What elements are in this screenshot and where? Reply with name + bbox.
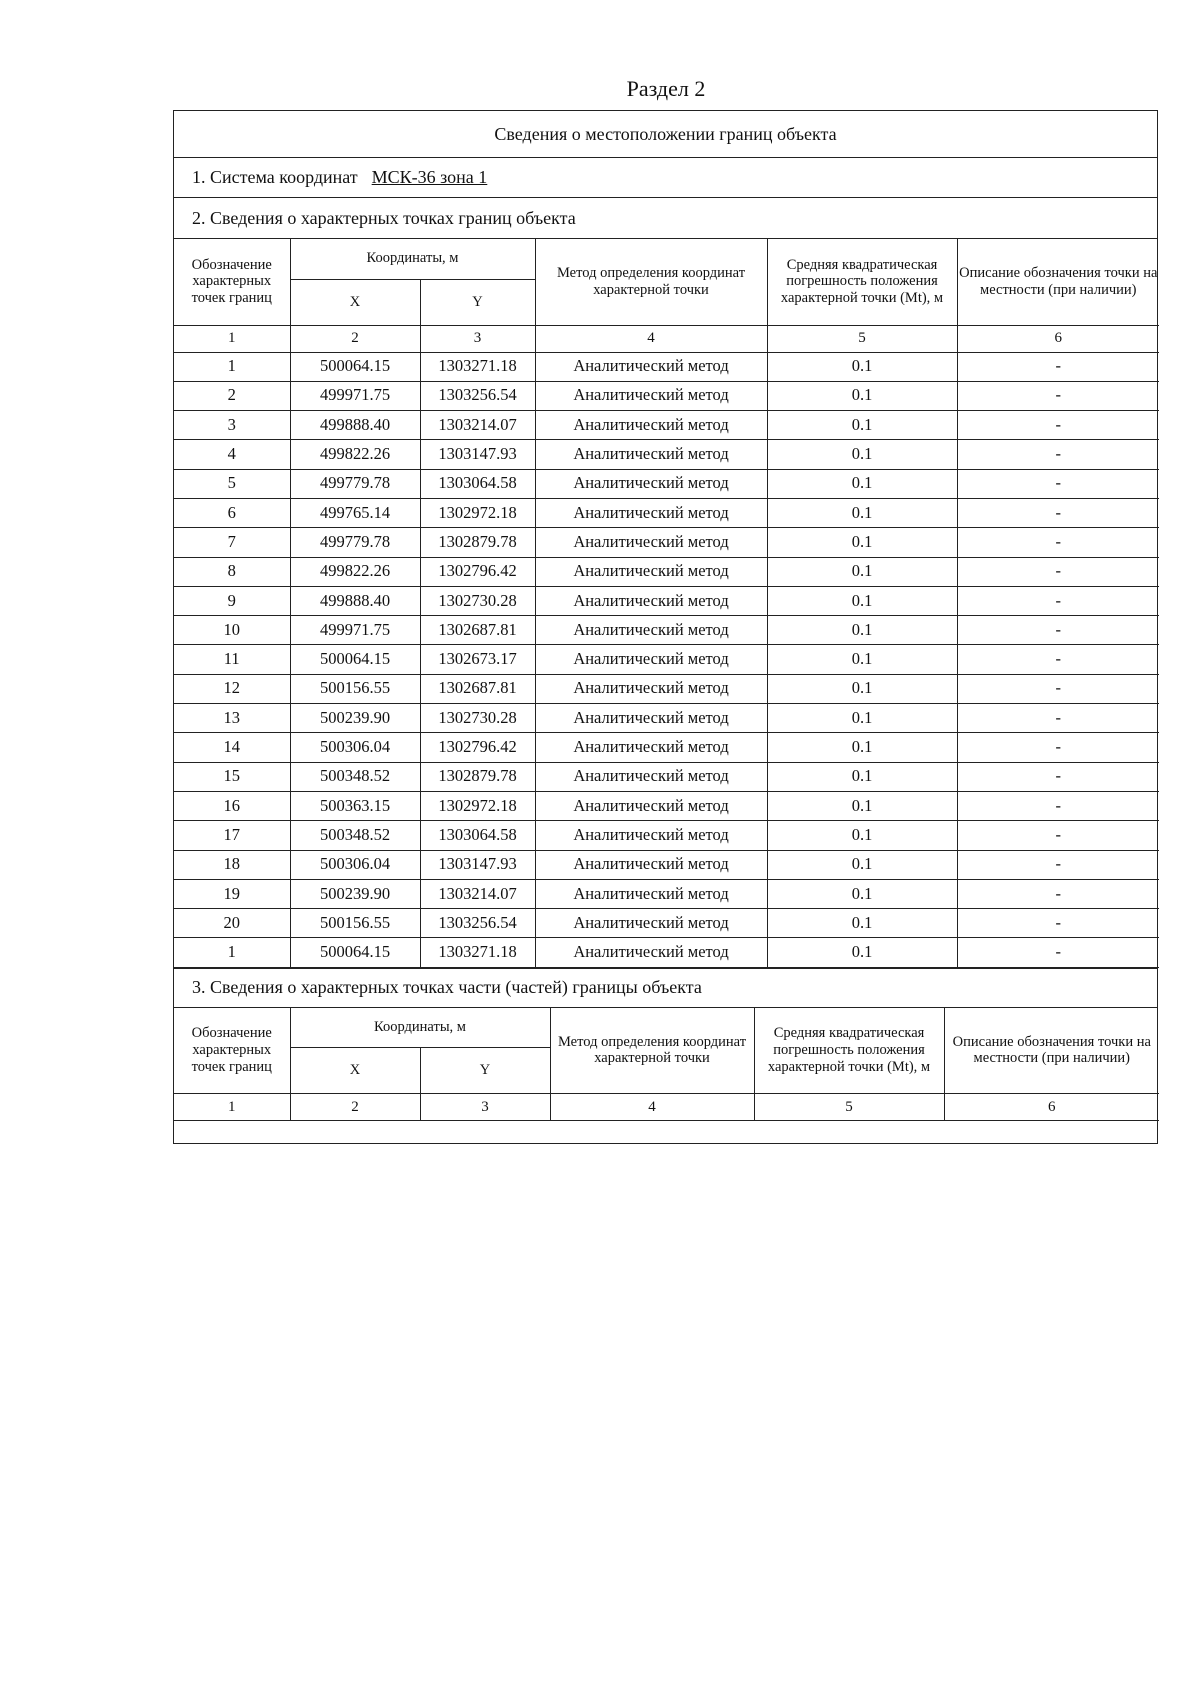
table-row	[174, 498, 1159, 527]
point-id-cell: 5	[174, 469, 290, 498]
header-method: Метод определения координат характерной точки	[550, 1008, 754, 1094]
header-y: Y	[420, 279, 535, 325]
accuracy-cell: 0.1	[767, 850, 957, 879]
accuracy-cell: 0.1	[767, 909, 957, 938]
points-table	[174, 239, 1159, 968]
header-method: Метод определения координат характерной точки	[535, 239, 767, 325]
coord-y-cell: 1303271.18	[420, 352, 535, 381]
coord-x-cell: 500064.15	[290, 352, 420, 381]
description-cell: -	[957, 528, 1159, 557]
empty-row	[174, 1121, 1157, 1143]
header-description: Описание обозначения точки на местности (при наличии)	[944, 1008, 1159, 1094]
accuracy-cell: 0.1	[767, 704, 957, 733]
header-y: Y	[420, 1048, 550, 1094]
coord-y-cell: 1302687.81	[420, 674, 535, 703]
method-cell: Аналитический метод	[535, 909, 767, 938]
table-row	[174, 557, 1159, 586]
point-id-cell: 10	[174, 616, 290, 645]
column-number: 6	[944, 1094, 1159, 1121]
table-row	[174, 879, 1159, 908]
coord-y-cell: 1303147.93	[420, 850, 535, 879]
column-number: 3	[420, 1094, 550, 1121]
description-cell: -	[957, 352, 1159, 381]
coord-x-cell: 500156.55	[290, 674, 420, 703]
accuracy-cell: 0.1	[767, 879, 957, 908]
coord-y-cell: 1302972.18	[420, 791, 535, 820]
description-cell: -	[957, 557, 1159, 586]
header-x: X	[290, 1048, 420, 1094]
method-cell: Аналитический метод	[535, 616, 767, 645]
header-description: Описание обозначения точки на местности (при наличии)	[957, 239, 1159, 325]
table-row	[174, 528, 1159, 557]
table-row	[174, 909, 1159, 938]
coord-y-cell: 1302796.42	[420, 557, 535, 586]
table-row	[174, 733, 1159, 762]
parts-section-title: 3. Сведения о характерных точках части (частей) границы объекта	[174, 968, 1157, 1008]
point-id-cell: 6	[174, 498, 290, 527]
coord-x-cell: 499888.40	[290, 411, 420, 440]
coord-x-cell: 500348.52	[290, 762, 420, 791]
column-number: 1	[174, 325, 290, 352]
coord-system-value: МСК-36 зона 1	[371, 167, 488, 187]
point-id-cell: 19	[174, 879, 290, 908]
coord-x-cell: 499779.78	[290, 528, 420, 557]
point-id-cell: 16	[174, 791, 290, 820]
method-cell: Аналитический метод	[535, 586, 767, 615]
point-id-cell: 7	[174, 528, 290, 557]
description-cell: -	[957, 879, 1159, 908]
method-cell: Аналитический метод	[535, 733, 767, 762]
points-section-title: 2. Сведения о характерных точках границ объекта	[174, 198, 1157, 239]
coord-x-cell: 499971.75	[290, 381, 420, 410]
table-row	[174, 821, 1159, 850]
coord-x-cell: 500239.90	[290, 704, 420, 733]
point-id-cell: 14	[174, 733, 290, 762]
point-id-cell: 13	[174, 704, 290, 733]
method-cell: Аналитический метод	[535, 791, 767, 820]
table-row	[174, 674, 1159, 703]
description-cell: -	[957, 791, 1159, 820]
point-id-cell: 15	[174, 762, 290, 791]
point-id-cell: 17	[174, 821, 290, 850]
method-cell: Аналитический метод	[535, 498, 767, 527]
accuracy-cell: 0.1	[767, 557, 957, 586]
description-cell: -	[957, 616, 1159, 645]
accuracy-cell: 0.1	[767, 586, 957, 615]
accuracy-cell: 0.1	[767, 616, 957, 645]
table-row	[174, 469, 1159, 498]
coord-x-cell: 500156.55	[290, 909, 420, 938]
point-id-cell: 12	[174, 674, 290, 703]
coord-y-cell: 1303214.07	[420, 411, 535, 440]
coord-x-cell: 500348.52	[290, 821, 420, 850]
method-cell: Аналитический метод	[535, 469, 767, 498]
accuracy-cell: 0.1	[767, 469, 957, 498]
table-row	[174, 645, 1159, 674]
column-number: 6	[957, 325, 1159, 352]
table-row	[174, 352, 1159, 381]
table-row	[174, 586, 1159, 615]
description-cell: -	[957, 645, 1159, 674]
description-cell: -	[957, 704, 1159, 733]
coord-x-cell: 500306.04	[290, 850, 420, 879]
table-row	[174, 850, 1159, 879]
point-id-cell: 4	[174, 440, 290, 469]
method-cell: Аналитический метод	[535, 704, 767, 733]
point-id-cell: 18	[174, 850, 290, 879]
coord-x-cell: 499822.26	[290, 557, 420, 586]
method-cell: Аналитический метод	[535, 879, 767, 908]
table-row	[174, 411, 1159, 440]
coord-x-cell: 499765.14	[290, 498, 420, 527]
coord-y-cell: 1303271.18	[420, 938, 535, 967]
method-cell: Аналитический метод	[535, 821, 767, 850]
accuracy-cell: 0.1	[767, 733, 957, 762]
coord-x-cell: 499888.40	[290, 586, 420, 615]
description-cell: -	[957, 498, 1159, 527]
accuracy-cell: 0.1	[767, 352, 957, 381]
coord-y-cell: 1303147.93	[420, 440, 535, 469]
accuracy-cell: 0.1	[767, 762, 957, 791]
column-number: 4	[535, 325, 767, 352]
description-cell: -	[957, 938, 1159, 967]
table-row	[174, 440, 1159, 469]
coord-x-cell: 499971.75	[290, 616, 420, 645]
point-id-cell: 9	[174, 586, 290, 615]
method-cell: Аналитический метод	[535, 381, 767, 410]
accuracy-cell: 0.1	[767, 528, 957, 557]
point-id-cell: 1	[174, 352, 290, 381]
column-number: 5	[767, 325, 957, 352]
coord-x-cell: 500363.15	[290, 791, 420, 820]
description-cell: -	[957, 821, 1159, 850]
point-id-cell: 2	[174, 381, 290, 410]
coord-y-cell: 1302673.17	[420, 645, 535, 674]
description-cell: -	[957, 909, 1159, 938]
description-cell: -	[957, 674, 1159, 703]
table-row	[174, 616, 1159, 645]
header-coordinates: Координаты, м	[290, 239, 535, 279]
method-cell: Аналитический метод	[535, 440, 767, 469]
section-title: Раздел 2	[626, 76, 706, 101]
accuracy-cell: 0.1	[767, 411, 957, 440]
accuracy-cell: 0.1	[767, 498, 957, 527]
description-cell: -	[957, 411, 1159, 440]
method-cell: Аналитический метод	[535, 557, 767, 586]
accuracy-cell: 0.1	[767, 821, 957, 850]
point-id-cell: 8	[174, 557, 290, 586]
method-cell: Аналитический метод	[535, 352, 767, 381]
point-id-cell: 20	[174, 909, 290, 938]
coord-x-cell: 500064.15	[290, 938, 420, 967]
accuracy-cell: 0.1	[767, 791, 957, 820]
header-designation: Обозначение характерных точек границ	[174, 1008, 290, 1094]
description-cell: -	[957, 850, 1159, 879]
description-cell: -	[957, 440, 1159, 469]
description-cell: -	[957, 469, 1159, 498]
boundary-info-block	[173, 110, 1158, 1144]
coord-y-cell: 1302730.28	[420, 704, 535, 733]
column-number-row	[174, 325, 1159, 352]
column-number: 5	[754, 1094, 944, 1121]
coord-x-cell: 499779.78	[290, 469, 420, 498]
coord-x-cell: 500064.15	[290, 645, 420, 674]
method-cell: Аналитический метод	[535, 674, 767, 703]
table-row	[174, 381, 1159, 410]
accuracy-cell: 0.1	[767, 381, 957, 410]
point-id-cell: 11	[174, 645, 290, 674]
coord-y-cell: 1302879.78	[420, 528, 535, 557]
coord-system-line	[174, 158, 1157, 198]
method-cell: Аналитический метод	[535, 850, 767, 879]
description-cell: -	[957, 762, 1159, 791]
coord-y-cell: 1303214.07	[420, 879, 535, 908]
parts-table	[174, 1008, 1159, 1122]
description-cell: -	[957, 586, 1159, 615]
table-row	[174, 762, 1159, 791]
header-accuracy: Средняя квадратическая погрешность положения характерной точки (Mt), м	[767, 239, 957, 325]
column-number: 3	[420, 325, 535, 352]
column-number-row	[174, 1094, 1159, 1121]
point-id-cell: 3	[174, 411, 290, 440]
block-title: Сведения о местоположении границ объекта	[174, 111, 1157, 158]
point-id-cell: 1	[174, 938, 290, 967]
coord-y-cell: 1302796.42	[420, 733, 535, 762]
description-cell: -	[957, 733, 1159, 762]
table-row	[174, 791, 1159, 820]
coord-y-cell: 1302730.28	[420, 586, 535, 615]
accuracy-cell: 0.1	[767, 674, 957, 703]
coord-x-cell: 500306.04	[290, 733, 420, 762]
header-x: X	[290, 279, 420, 325]
coord-system-label: 1. Система координат	[192, 167, 358, 187]
method-cell: Аналитический метод	[535, 645, 767, 674]
method-cell: Аналитический метод	[535, 411, 767, 440]
header-coordinates: Координаты, м	[290, 1008, 550, 1048]
description-cell: -	[957, 381, 1159, 410]
table-row	[174, 938, 1159, 967]
column-number: 1	[174, 1094, 290, 1121]
coord-y-cell: 1302687.81	[420, 616, 535, 645]
coord-x-cell: 499822.26	[290, 440, 420, 469]
coord-y-cell: 1302972.18	[420, 498, 535, 527]
column-number: 4	[550, 1094, 754, 1121]
accuracy-cell: 0.1	[767, 645, 957, 674]
method-cell: Аналитический метод	[535, 528, 767, 557]
header-designation: Обозначение характерных точек границ	[174, 239, 290, 325]
method-cell: Аналитический метод	[535, 938, 767, 967]
coord-x-cell: 500239.90	[290, 879, 420, 908]
coord-y-cell: 1302879.78	[420, 762, 535, 791]
header-accuracy: Средняя квадратическая погрешность положения характерной точки (Mt), м	[754, 1008, 944, 1094]
column-number: 2	[290, 1094, 420, 1121]
coord-y-cell: 1303064.58	[420, 821, 535, 850]
accuracy-cell: 0.1	[767, 938, 957, 967]
table-row	[174, 704, 1159, 733]
accuracy-cell: 0.1	[767, 440, 957, 469]
coord-y-cell: 1303256.54	[420, 909, 535, 938]
column-number: 2	[290, 325, 420, 352]
coord-y-cell: 1303256.54	[420, 381, 535, 410]
coord-y-cell: 1303064.58	[420, 469, 535, 498]
method-cell: Аналитический метод	[535, 762, 767, 791]
